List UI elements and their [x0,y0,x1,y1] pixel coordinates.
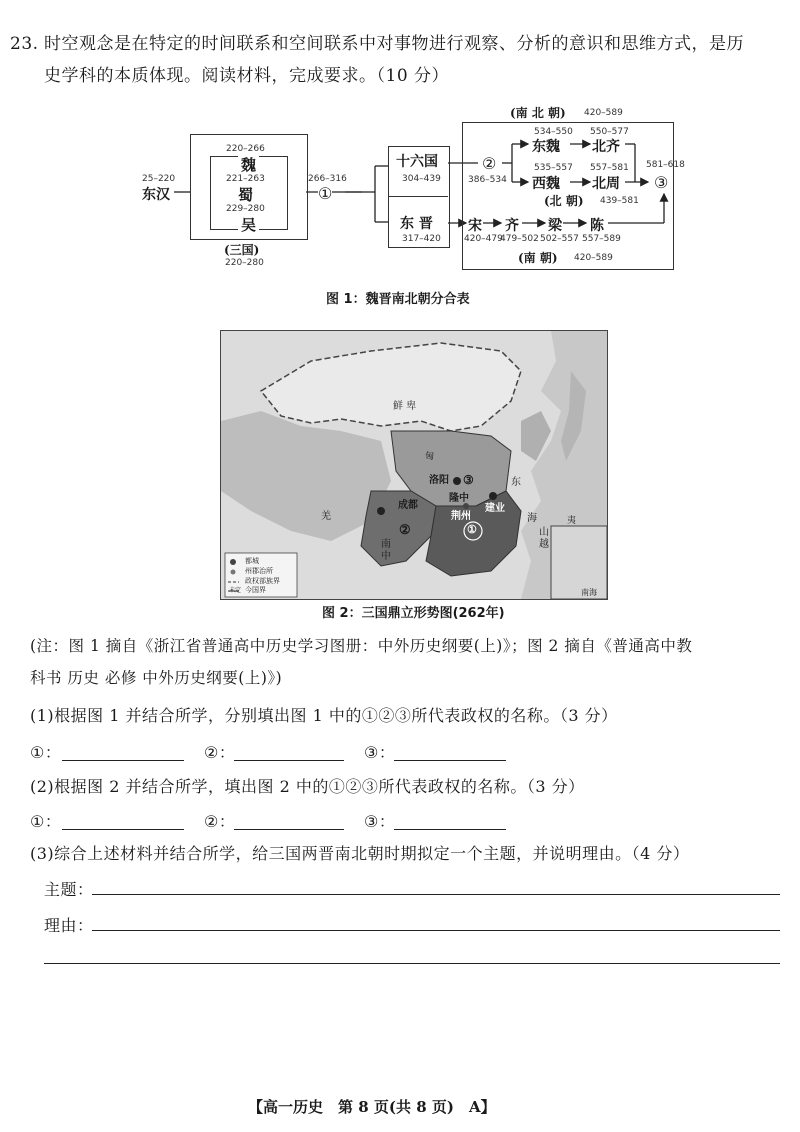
map-label-xiong: 匈 [425,452,435,462]
chen-label: 陈 [590,218,604,234]
map-label-longzhong: 隆中 [449,493,469,504]
song-years: 420–479 [464,234,503,244]
nanchao-years: 420–589 [574,253,613,263]
c3-years: 581–618 [646,160,685,170]
sub2-text: (2)根据图 2 并结合所学，填出图 2 中的①②③所代表政权的名称。（3 分） [30,777,585,796]
dongwei-years: 534–550 [534,127,573,137]
xiwei-years: 535–557 [534,163,573,173]
sanguo-label: (三国) [224,243,260,257]
sub2-a3-label: ③： [364,812,396,831]
sub2-answer-1[interactable] [62,829,184,830]
sub3-theme-label: 主题： [44,880,94,899]
note-line-1: (注：图 1 摘自《浙江省普通高中历史学习图册：中外历史纲要(上)》；图 2 摘自《普通高中教 [30,637,693,655]
liang-years: 502–557 [540,234,579,244]
beizhou-label: 北周 [592,176,620,192]
xiwei-label: 西魏 [532,176,560,192]
nanbeichao-years: 420–589 [584,108,623,118]
sub2-answer-2[interactable] [234,829,344,830]
map-label-nanhai: 南海 [581,588,597,597]
song-label: 宋 [468,218,482,234]
map-label-jianye: 建业 [485,503,505,514]
map-label-qiang: 羌 [321,511,331,522]
map-label-jingzhou: 荆州 [451,511,471,522]
beizhou-years: 557–581 [590,163,629,173]
note-line-2: 科书 历史 必修 中外历史纲要(上)》) [30,669,283,687]
donghan-label: 东汉 [142,187,170,203]
sub1-answer-3[interactable] [394,760,506,761]
map-label-n2: ② [399,523,411,538]
figure2-caption: 图 2：三国鼎立形势图(262年) [322,606,505,621]
jin-divider [388,196,448,197]
c1-years: 266–316 [308,174,347,184]
sub2-a2-label: ②： [204,812,236,831]
beichao-label: (北 朝) [544,194,584,208]
sub2-a1-label: ①： [30,812,62,831]
map-label-chengdu: 成都 [398,500,418,511]
donghan-years: 25–220 [142,174,176,184]
dongjin-years: 317–420 [402,234,441,244]
liang-label: 梁 [548,218,562,234]
sub1-answer-2[interactable] [234,760,344,761]
nanchao-label: (南 朝) [518,251,558,265]
legend-modern: 今国界 [245,586,266,594]
shu-label: 蜀 [238,186,254,204]
sub1-a3-label: ③： [364,743,396,762]
map-label-hai: 海 [527,513,537,524]
sub2-answer-3[interactable] [394,829,506,830]
qi-years: 479–502 [500,234,539,244]
legend-boundary: 政权部族界 [245,577,280,585]
sub1-answer-1[interactable] [62,760,184,761]
sub3-theme-answer[interactable] [92,894,780,895]
sub3-reason-label: 理由： [44,916,94,935]
wu-years: 229–280 [226,204,265,214]
map-label-shanyue: 山越 [539,527,549,550]
figure2-map [220,330,608,600]
map-label-xianbei: 鲜 卑 [393,401,417,412]
nanbeichao-label: (南 北 朝) [510,106,566,120]
beiqi-label: 北齐 [592,139,620,155]
c2-label: ② [482,154,497,173]
dongjin-label: 东 晋 [400,216,433,232]
sub3-text: (3)综合上述材料并结合所学，给三国两晋南北朝时期拟定一个主题，并说明理由。（4 分） [30,844,690,863]
map-label-luoyang: 洛阳 [429,475,449,486]
sub3-reason-answer-2[interactable] [44,963,780,964]
map-graphic [221,331,607,599]
question-number: 23. [10,34,39,54]
shiliuguo-years: 304–439 [402,174,441,184]
dongwei-label: 东魏 [532,139,560,155]
sub3-reason-answer-1[interactable] [92,930,780,931]
figure1-diagram [130,100,690,280]
map-label-yi: 夷 [567,516,577,526]
map-label-dong: 东 [511,477,521,488]
legend-capital: 都城 [245,557,259,565]
legend-undefined: 未定 [229,587,242,594]
map-label-nanzhong: 南 中 [381,539,391,562]
wei-years: 220–266 [226,144,265,154]
map-label-n3: ③ [463,473,474,487]
c2-years: 386–534 [468,175,507,185]
shiliuguo-label: 十六国 [396,154,438,170]
sub1-text: (1)根据图 1 并结合所学，分别填出图 1 中的①②③所代表政权的名称。（3 分） [30,706,618,725]
sub1-a1-label: ①： [30,743,62,762]
question-line-2: 史学科的本质体现。阅读材料，完成要求。（10 分） [44,66,450,86]
sub1-a2-label: ②： [204,743,236,762]
wu-label: 吴 [238,214,259,235]
figure1-caption: 图 1：魏晋南北朝分合表 [326,292,470,307]
legend-prefecture: 州郡治所 [245,567,273,575]
page-footer: 【高一历史 第 8 页(共 8 页) A】 [248,1098,496,1116]
qi-label: 齐 [505,218,519,234]
c1-label: ① [318,184,333,203]
c3-label: ③ [654,173,669,192]
shu-years: 221–263 [226,174,265,184]
question-line-1: 时空观念是在特定的时间联系和空间联系中对事物进行观察、分析的意识和思维方式，是历 [44,34,744,54]
chen-years: 557–589 [582,234,621,244]
sanguo-years: 220–280 [225,258,264,268]
map-label-n1: ① [467,523,477,536]
beiqi-years: 550–577 [590,127,629,137]
wei-label: 魏 [238,154,259,175]
beichao-years: 439–581 [600,196,639,206]
